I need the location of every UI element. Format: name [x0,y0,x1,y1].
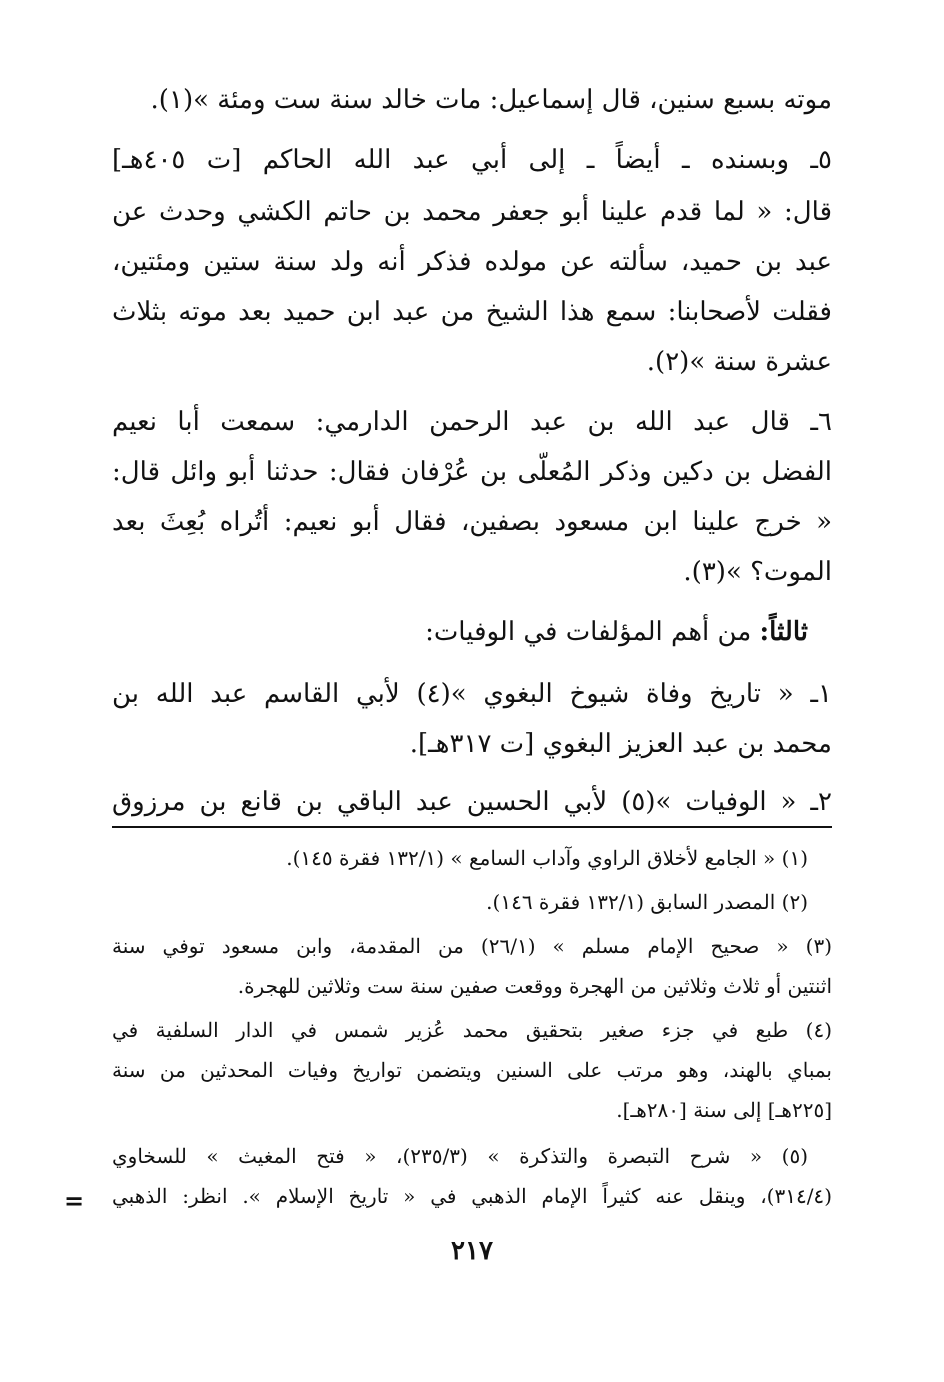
main-line: محمد بن عبد العزيز البغوي [ت ٣١٧هـ]. [409,729,832,759]
footnote-line: بمباي بالهند، وهو مرتب على السنين ويتضمن تواريخ وفيات المحدثين من سنة [112,1058,832,1082]
footnote-line: (٣١٤/٤)، وينقل عنه كثيراً الإمام الذهبي في « تاريخ الإسلام ». انظر: الذهبي [112,1184,832,1208]
page-number: ٢١٧ [451,1236,493,1266]
main-line: فقلت لأصحابنا: سمع هذا الشيخ من عبد ابن حميد بعد موته بثلاث [112,297,832,327]
section-heading-text: من أهم المؤلفات في الوفيات: [425,617,752,647]
section-heading-lead: ثالثاً: [759,617,808,647]
main-line: ٢ـ « الوفيات »(٥) لأبي الحسين عبد الباقي بن قانع بن مرزوق [112,787,832,817]
main-line: موته بسبع سنين، قال إسماعيل: مات خالد سنة ست ومئة »(١). [150,85,832,115]
main-line: « خرج علينا ابن مسعود بصفين، فقال أبو نعيم: أتُراه بُعِثَ بعد [112,507,832,537]
footnote-line: (٤) طبع في جزء صغير بتحقيق محمد عُزير شمس في الدار السلفية في [112,1018,832,1042]
footnote-line: (٥) « شرح التبصرة والتذكرة » (٢٣٥/٣)، « فتح المغيث » للسخاوي [112,1144,808,1168]
main-line: ٦ـ قال عبد الله بن عبد الرحمن الدارمي: سمعت أبا نعيم [112,407,832,437]
main-line: الفضل بن دكين وذكر المُعلّى بن عُرْفان فقال: حدثنا أبو وائل قال: [112,457,832,487]
footnote-separator [112,826,832,828]
main-line: عبد بن حميد، سألته عن مولده فذكر أنه ولد سنة ستين ومئتين، [112,247,832,277]
main-line: عشرة سنة »(٢). [646,347,832,377]
section-heading [112,612,808,652]
footnote-line: (٢) المصدر السابق (١٣٢/١ فقرة ١٤٦). [486,890,808,914]
main-line: ٥ـ وبسنده ـ أيضاً ـ إلى أبي عبد الله الحاكم [ت ٤٠٥هـ] [112,145,832,175]
footnote-line: [٢٢٥هـ] إلى سنة [٢٨٠هـ]. [616,1098,832,1122]
main-line: الموت؟ »(٣). [683,557,832,587]
main-line: قال: « لما قدم علينا أبو جعفر محمد بن حاتم الكشي وحدث عن [112,197,832,227]
footnote-line: (٣) « صحيح الإمام مسلم » (٢٦/١) من المقدمة، وابن مسعود توفي سنة [112,934,832,958]
main-line: ١ـ « تاريخ وفاة شيوخ البغوي »(٤) لأبي القاسم عبد الله بن [112,679,832,709]
footnote-line: اثنتين أو ثلاث وثلاثين من الهجرة ووقعت صفين سنة ست وثلاثين للهجرة. [237,974,832,998]
footnote-line: (١) « الجامع لأخلاق الراوي وآداب السامع » (١٣٢/١ فقرة ١٤٥). [286,846,808,870]
continuation-mark: = [64,1186,85,1215]
